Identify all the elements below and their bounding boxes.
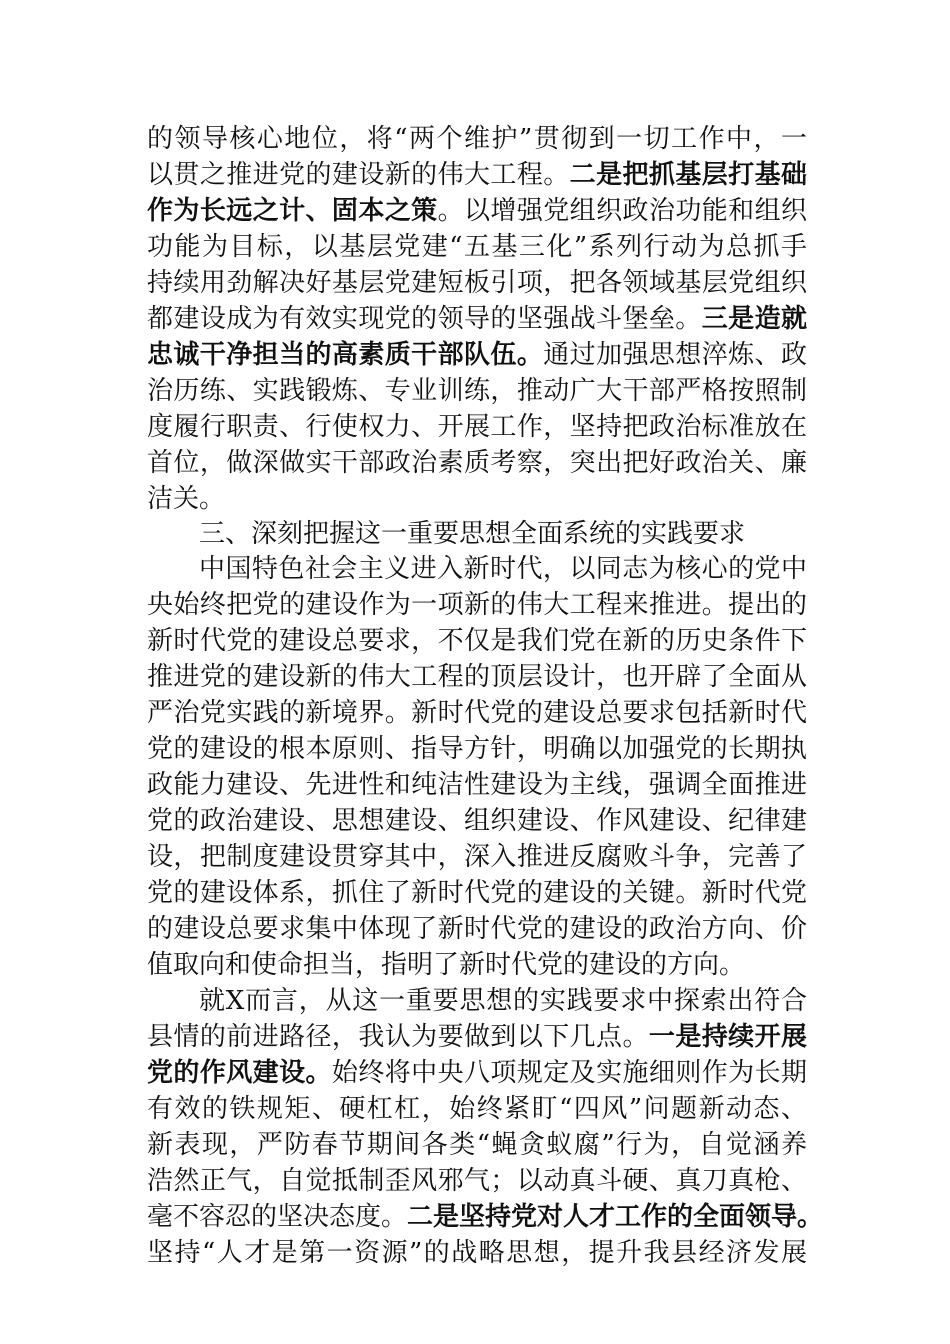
body-line: 毫不容忍的坚决态度。二是坚持党对人才工作的全面领导。 — [147, 1202, 824, 1232]
body-line: 洁关。 — [147, 484, 226, 514]
body-line: 的建设总要求集中体现了新时代党的建设的政治方向、价 — [147, 914, 807, 944]
body-line: 党的政治建设、思想建设、组织建设、作风建设、纪律建 — [147, 806, 807, 836]
body-line: 推进党的建设新的伟大工程的顶层设计，也开辟了全面从 — [147, 662, 807, 692]
body-line: 持续用劲解决好基层党建短板引项，把各领域基层党组织 — [147, 268, 807, 298]
body-line: 新表现，严防春节期间各类“蝇贪蚁腐”行为，自觉涵养 — [147, 1130, 807, 1160]
body-line: 严治党实践的新境界。新时代党的建设总要求包括新时代 — [147, 698, 807, 728]
body-line: 值取向和使命担当，指明了新时代党的建设的方向。 — [147, 950, 746, 980]
section-heading: 三、深刻把握这一重要思想全面系统的实践要求 — [199, 519, 746, 549]
body-line: 忠诚干净担当的高素质干部队伍。通过加强思想淬炼、政 — [147, 340, 807, 370]
body-line: 新时代党的建设总要求，不仅是我们党在新的历史条件下 — [147, 626, 807, 656]
emphasis-text: 二是把抓基层打基础 — [569, 160, 807, 190]
body-line: 央始终把党的建设作为一项新的伟大工程来推进。提出的 — [147, 590, 807, 620]
body-line: 坚持“人才是第一资源”的战略思想，提升我县经济发展 — [147, 1238, 807, 1268]
paragraph-first-line: 就X而言，从这一重要思想的实践要求中探索出符合 — [199, 986, 807, 1016]
emphasis-text: 忠诚干净担当的高素质干部队伍。 — [147, 340, 544, 370]
body-line: 的领导核心地位，将“两个维护”贯彻到一切工作中，一 — [147, 124, 807, 154]
emphasis-text: 一是持续开展 — [648, 1022, 807, 1052]
emphasis-text: 党的作风建设。 — [147, 1058, 332, 1088]
body-line: 功能为目标，以基层党建“五基三化”系列行动为总抓手 — [147, 232, 807, 262]
paragraph-first-line: 中国特色社会主义进入新时代，以同志为核心的党中 — [199, 554, 807, 584]
body-line: 首位，做深做实干部政治素质考察，突出把好政治关、廉 — [147, 448, 807, 478]
body-line: 浩然正气，自觉抵制歪风邪气；以动真斗硬、真刀真枪、 — [147, 1166, 807, 1196]
body-line: 县情的前进路径，我认为要做到以下几点。一是持续开展 — [147, 1022, 807, 1052]
body-line: 都建设成为有效实现党的领导的坚强战斗堡垒。三是造就 — [147, 304, 807, 334]
body-line: 以贯之推进党的建设新的伟大工程。二是把抓基层打基础 — [147, 160, 807, 190]
emphasis-text: 作为长远之计、固本之策 — [147, 196, 438, 226]
body-line: 党的作风建设。始终将中央八项规定及实施细则作为长期 — [147, 1058, 807, 1088]
body-line: 党的建设的根本原则、指导方针，明确以加强党的长期执 — [147, 734, 807, 764]
body-line: 设，把制度建设贯穿其中，深入推进反腐败斗争，完善了 — [147, 842, 807, 872]
body-line: 治历练、实践锻炼、专业训练，推动广大干部严格按照制 — [147, 376, 807, 406]
body-line: 党的建设体系，抓住了新时代党的建设的关键。新时代党 — [147, 878, 807, 908]
emphasis-text: 二是坚持党对人才工作的全面领导。 — [407, 1202, 824, 1232]
emphasis-text: 三是造就 — [701, 304, 807, 334]
body-line: 作为长远之计、固本之策。以增强党组织政治功能和组织 — [147, 196, 807, 226]
body-line: 度履行职责、行使权力、开展工作，坚持把政治标准放在 — [147, 412, 807, 442]
body-line: 有效的铁规矩、硬杠杠，始终紧盯“四风”问题新动态、 — [147, 1094, 807, 1124]
body-line: 政能力建设、先进性和纯洁性建设为主线，强调全面推进 — [147, 770, 807, 800]
